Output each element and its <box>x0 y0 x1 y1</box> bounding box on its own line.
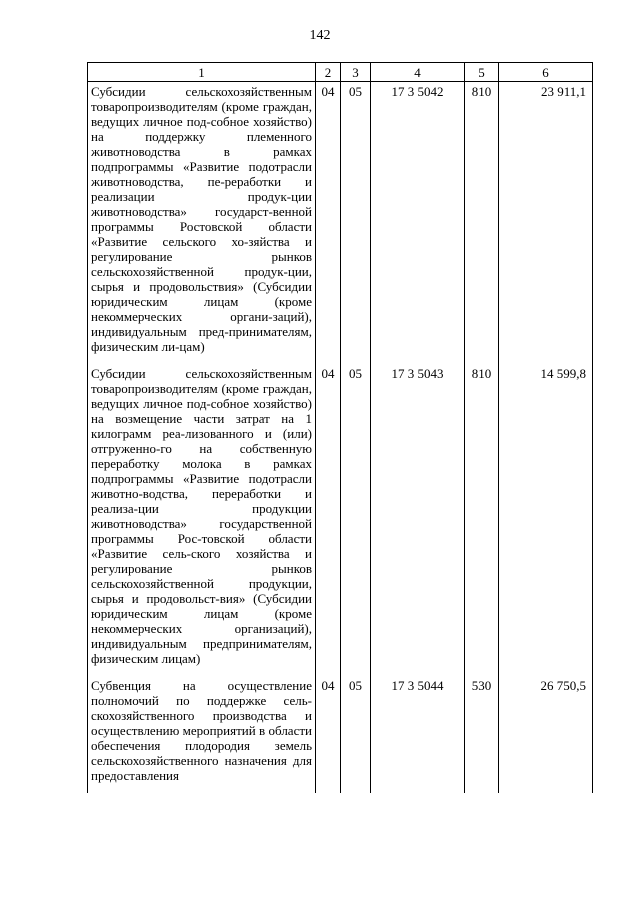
item-name: Субвенция на осуществление полномочий по поддержке сель-скохозяйственного производства и осуществлению мероприятий в области обеспечения плодородия земель сельскохозяйственного назначения для предоставления <box>88 676 316 793</box>
amount: 23 911,1 <box>499 82 593 365</box>
section-code: 04 <box>316 82 341 365</box>
expense-type-code: 530 <box>465 676 499 793</box>
section-code: 04 <box>316 676 341 793</box>
table-row <box>88 82 593 365</box>
subsection-code: 05 <box>341 676 371 793</box>
table-row <box>88 364 593 676</box>
target-article-code: 17 3 5044 <box>371 676 465 793</box>
amount: 26 750,5 <box>499 676 593 793</box>
column-header: 5 <box>465 63 499 82</box>
amount: 14 599,8 <box>499 364 593 676</box>
budget-table <box>87 62 593 793</box>
column-header: 4 <box>371 63 465 82</box>
column-header: 2 <box>316 63 341 82</box>
subsection-code: 05 <box>341 82 371 365</box>
column-header: 1 <box>88 63 316 82</box>
column-header: 3 <box>341 63 371 82</box>
expense-type-code: 810 <box>465 82 499 365</box>
expense-type-code: 810 <box>465 364 499 676</box>
table-header-row <box>88 63 593 82</box>
table-row <box>88 676 593 793</box>
column-header: 6 <box>499 63 593 82</box>
subsection-code: 05 <box>341 364 371 676</box>
target-article-code: 17 3 5043 <box>371 364 465 676</box>
item-name: Субсидии сельскохозяйственным товаропроизводителям (кроме граждан, ведущих личное под-собное хозяйство) на возмещение части затрат на 1 килограмм реа-лизованного и (или) отгруженно-го на собственную переработку молока в рамках подпрограммы «Развитие подотрасли животно-водства, переработки и реализа-ции продукции животноводства» государственной программы Рос-товской области «Развитие сель-ского хозяйства и регулирование рынков сельскохозяйственной продукции, сырья и продовольст-вия» (Субсидии юридическим лицам (кроме некоммерческих организаций), индивидуальным предпринимателям, физическим лицам) <box>88 364 316 676</box>
item-name: Субсидии сельскохозяйственным товаропроизводителям (кроме граждан, ведущих личное под-собное хозяйство) на поддержку племенного животноводства в рамках подпрограммы «Развитие подотрасли животноводства, пе-реработки и реализации продук-ции животноводства» государст-венной программы Ростовской области «Развитие сельского хо-зяйства и регулирование рынков сельскохозяйственной продук-ции, сырья и продовольствия» (Субсидии юридическим лицам (кроме некоммерческих органи-заций), индивидуальным пред-принимателям, физическим ли-цам) <box>88 82 316 365</box>
page-number: 142 <box>309 28 331 43</box>
section-code: 04 <box>316 364 341 676</box>
target-article-code: 17 3 5042 <box>371 82 465 365</box>
